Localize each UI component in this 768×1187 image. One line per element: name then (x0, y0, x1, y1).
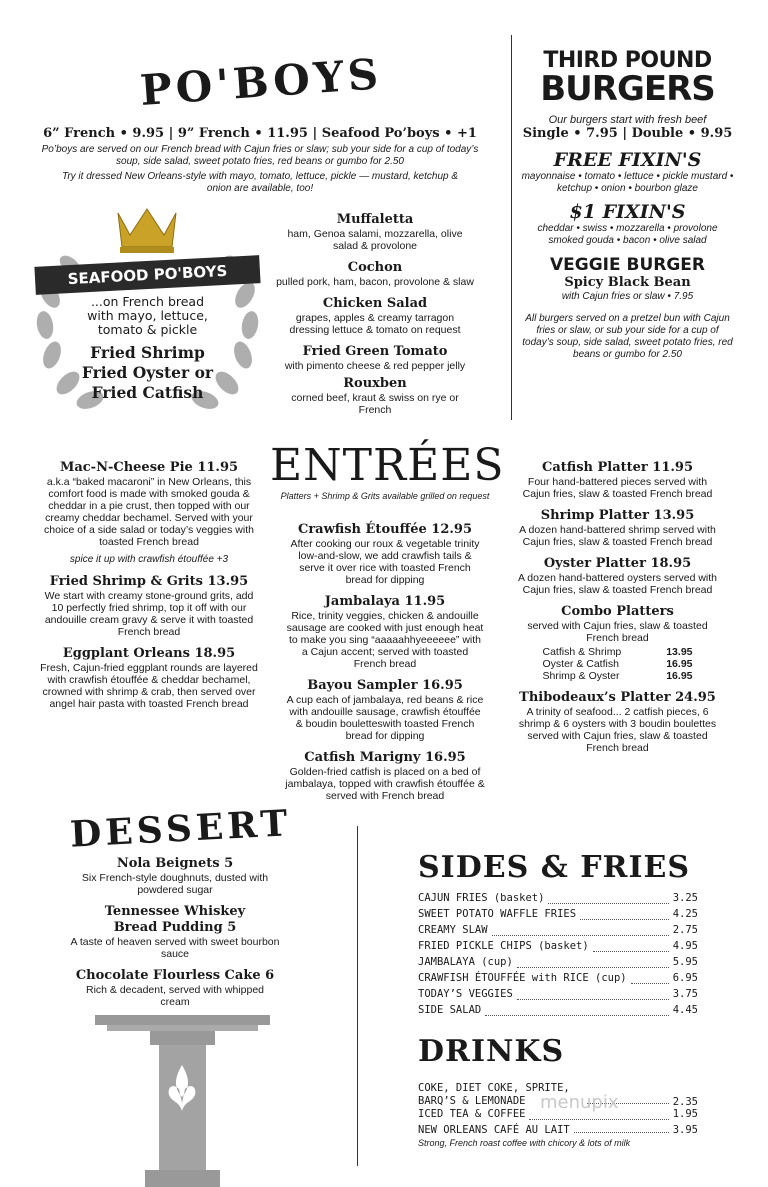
combo-options (543, 646, 693, 682)
free-fixins-desc: mayonnaise • tomato • lettuce • pickle mustard • ketchup • onion • bourbon glaze (521, 171, 734, 194)
paid-fixins-desc: cheddar • swiss • mozzarella • provolone smoked gouda • bacon • olive salad (537, 223, 718, 246)
drinks-title: DRINKS (418, 1034, 565, 1069)
burgers-intro: Our burgers start with fresh beef (548, 114, 707, 126)
seafood-item: Fried Oyster or (81, 363, 214, 382)
paid-fixins-title: $1 FIXIN'S (569, 201, 686, 223)
burgers-section (520, 50, 735, 361)
seafood-items (65, 343, 230, 403)
sides-row: CREAMY SLAW 2.75 (418, 924, 698, 936)
sides-row: JAMBALAYA (cup) 5.95 (418, 956, 698, 968)
burgers-title-2: BURGERS (540, 69, 715, 109)
combo-option: Oyster & Catfish 16.95 (542, 658, 693, 670)
divider (511, 35, 512, 420)
entree-item: Eggplant Orleans 18.95 Fresh, Cajun-fried eggplant rounds are layered with crawfish étouffée & cheddar bechamel, crowned with shrimp & crab, then served over angel hair pasta with toasted French bread (40, 646, 258, 710)
drinks-list (418, 1078, 698, 1149)
entrees-header (270, 440, 505, 502)
dessert-item: Tennessee Whiskey Bread Pudding 5 A taste of heaven served with sweet bourbon sauce (70, 904, 280, 960)
sides-row: CRAWFISH ÉTOUFFÉE with RICE (cup) 6.95 (418, 972, 698, 984)
poboys-title-wrap (138, 49, 384, 115)
watermark: menupix (540, 1092, 619, 1113)
dessert-title-wrap (69, 802, 293, 856)
poboys-title: PO'BOYS (138, 49, 384, 115)
dessert-title: DESSERT (69, 802, 293, 856)
crown-icon (118, 209, 176, 253)
dessert-item: Chocolate Flourless Cake 6 Rich & decadent, served with whipped cream (75, 968, 275, 1008)
sides-title: SIDES & FRIES (418, 850, 691, 885)
poboys-list (275, 212, 475, 416)
divider (357, 826, 358, 1166)
seafood-poboys-block (30, 205, 265, 415)
seafood-item: Fried Catfish (91, 383, 204, 402)
sides-row: SWEET POTATO WAFFLE FRIES 4.25 (418, 908, 698, 920)
dessert-list (70, 856, 280, 1008)
sides-row: FRIED PICKLE CHIPS (basket) 4.95 (418, 940, 698, 952)
sides-list (418, 892, 698, 1020)
entree-item: Thibodeaux’s Platter 24.95 A trinity of seafood... 2 catfish pieces, 6 shrimp & 6 oysters with 3 boudin boulettes served with Cajun fries, slaw & toasted French bread (518, 690, 717, 754)
seafood-banner: SEAFOOD PO'BOYS (34, 255, 260, 295)
entree-item: Oyster Platter 18.95 A dozen hand-battered oysters served with Cajun fries, slaw & toasted French bread (517, 556, 718, 596)
entree-item: Jambalaya 11.95 Rice, trinity veggies, chicken & andouille sausage are cooked with just enough heat to make you sing “aaaaahhyeeeeee” with a Cajun accent; served with toasted French bread (286, 594, 484, 670)
burgers-title-1: THIRD POUND (543, 48, 712, 73)
poboy-item: Muffaletta ham, Genoa salami, mozzarella, olive salad & provolone (287, 212, 463, 252)
drinks-note: Strong, French roast coffee with chicory & lots of milk (418, 1138, 631, 1148)
poboy-item: Cochon pulled pork, ham, bacon, provolone & slaw (276, 260, 474, 288)
free-fixins-title: FREE FIXIN'S (553, 149, 702, 171)
veggie-burger-name: Spicy Black Bean (564, 275, 691, 290)
entree-item: Shrimp Platter 13.95 A dozen hand-battered shrimp served with Cajun fries, slaw & toasted French bread (519, 508, 716, 548)
cake-stand-icon (95, 1015, 270, 1187)
drinks-row: ICED TEA & COFFEE 1.95 (418, 1108, 698, 1120)
veggie-burger-title: VEGGIE BURGER (549, 255, 706, 275)
entrees-title: ENTRÉES (270, 440, 505, 491)
poboys-note-1: Po’boys are served on our French bread with Cajun fries or slaw; sub your side for a cup of today’s soup, side salad, sweet potato fries, red beans or gumbo for 2.50 (41, 144, 479, 167)
seafood-item: Fried Shrimp (90, 343, 205, 362)
drinks-row: NEW ORLEANS CAFÉ AU LAIT 3.95 (418, 1124, 698, 1136)
poboy-item: Fried Green Tomato with pimento cheese & red pepper jelly (284, 344, 466, 372)
entrees-right (515, 460, 720, 754)
combo-platters: Combo Platters served with Cajun fries, slaw & toasted French bread Catfish & Shrimp 13.95 Oyster & Catfish 16.95 Shrimp & Oyster 16.95 (527, 604, 708, 682)
entrees-subtitle: Platters + Shrimp & Grits available grilled on request (280, 491, 490, 501)
poboy-item: Rouxben corned beef, kraut & swiss on rye or French (291, 376, 459, 416)
veggie-burger-desc: with Cajun fries or slaw • 7.95 (561, 291, 694, 302)
burgers-footer: All burgers served on a pretzel bun with Cajun fries or slaw, or sub your side for a cup of today’s soup, side salad, sweet potato fries, red beans or gumbo for 2.50 (522, 313, 733, 360)
entree-item: Bayou Sampler 16.95 A cup each of jambalaya, red beans & rice with andouille sausage, crawfish étouffée & boudin bouletteswith toasted French bread for dipping (286, 678, 484, 742)
sides-row: CAJUN FRIES (basket) 3.25 (418, 892, 698, 904)
sides-row: TODAY’S VEGGIES 3.75 (418, 988, 698, 1000)
combo-option: Catfish & Shrimp 13.95 (542, 646, 693, 658)
poboy-item: Chicken Salad grapes, apples & creamy tarragon dressing lettuce & tomato on request (289, 296, 461, 336)
poboys-prices: 6” French • 9.95 | 9” French • 11.95 | Seafood Po’boys • +1 (43, 126, 477, 141)
drinks-row: COKE, DIET COKE, SPRITE, BARQ’S & LEMONADE 2.35 (418, 1082, 698, 1108)
entree-item: Crawfish Étouffée 12.95 After cooking our roux & vegetable trinity low-and-slow, we add crawfish tails & serve it over rice with toasted French bread for dipping (290, 522, 480, 586)
burgers-prices: Single • 7.95 | Double • 9.95 (522, 126, 733, 141)
entree-item: Mac-N-Cheese Pie 11.95 a.k.a “baked macaroni” in New Orleans, this comfort food is made with smoked gouda & cheddar in a pie crust, then topped with our creamy cheddar bechamel. Served with your choice of a side salad or today’s veggies with toasted French bread spice it up with crawfish étouffée +3 (44, 460, 254, 565)
seafood-desc: ...on French bread with mayo, lettuce, tomato & pickle (87, 294, 208, 337)
entree-item: Fried Shrimp & Grits 13.95 We start with creamy stone-ground grits, add 10 perfectly fried shrimp, top it off with our andouille cream gravy & serve it with toasted French bread (44, 574, 254, 638)
entree-item: Catfish Marigny 16.95 Golden-fried catfish is placed on a bed of jambalaya, topped with crawfish étouffée & served with French bread (285, 750, 485, 802)
sides-row: SIDE SALAD 4.45 (418, 1004, 698, 1016)
dessert-item: Nola Beignets 5 Six French-style doughnuts, dusted with powdered sugar (81, 856, 269, 896)
poboys-note-2: Try it dressed New Orleans-style with mayo, tomato, lettuce, pickle — mustard, ketchup & onion are available, too! (61, 171, 459, 194)
entrees-left (40, 460, 258, 710)
entree-item: Catfish Platter 11.95 Four hand-battered pieces served with Cajun fries, slaw & toasted French bread (522, 460, 713, 500)
entrees-center (285, 522, 485, 802)
combo-option: Shrimp & Oyster 16.95 (542, 670, 693, 682)
